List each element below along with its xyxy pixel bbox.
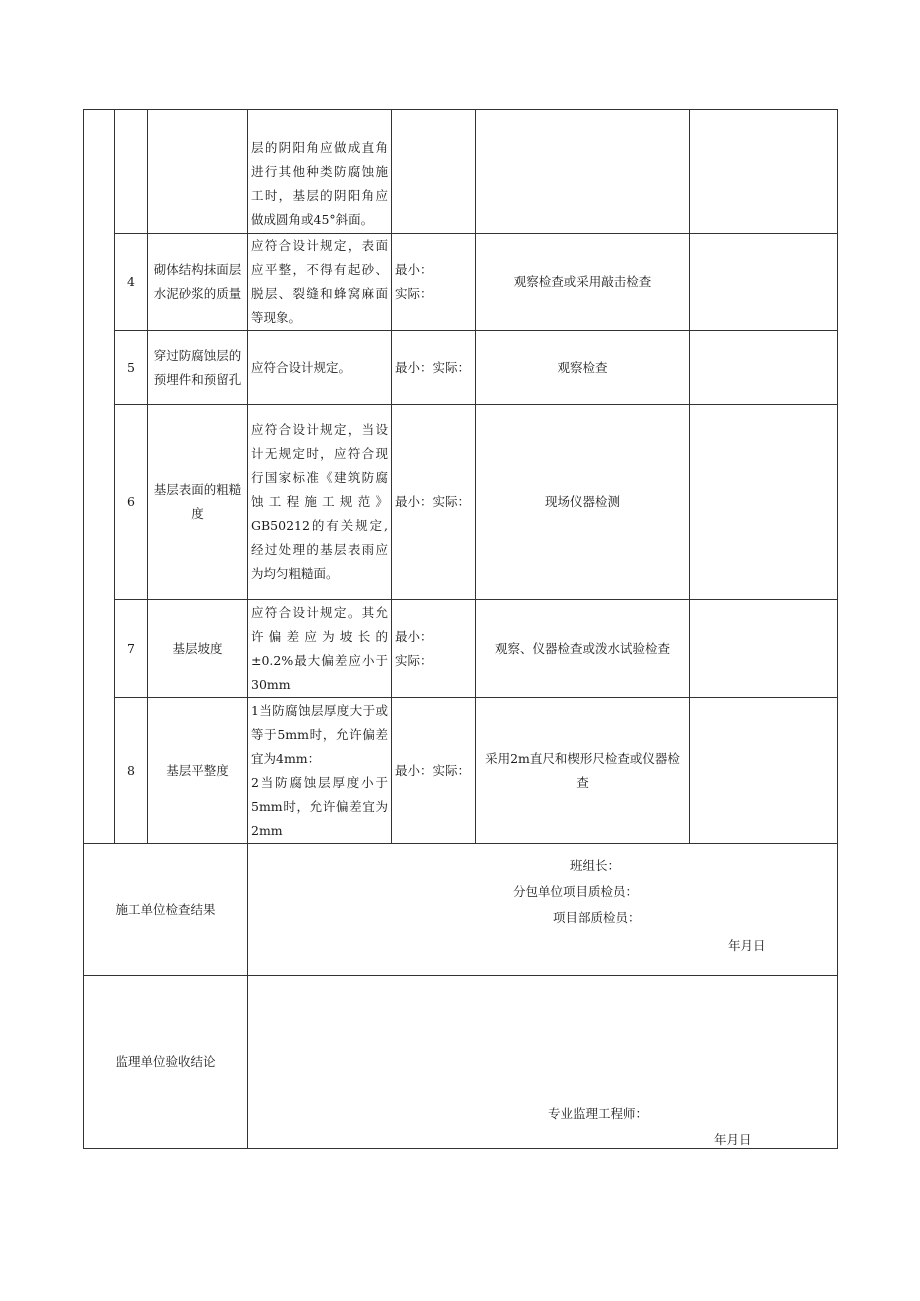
row-measure: 最小：实际： bbox=[392, 698, 476, 844]
row-requirement: 应符合设计规定。 bbox=[248, 331, 392, 405]
row-requirement: 应符合设计规定，表面应平整，不得有起砂、脱层、裂缝和蜂窝麻面等现象。 bbox=[248, 234, 392, 331]
row-no bbox=[115, 110, 148, 234]
construction-result-content bbox=[248, 844, 838, 976]
row-remark bbox=[690, 331, 838, 405]
table-row bbox=[84, 405, 838, 600]
table-row bbox=[84, 600, 838, 698]
supervision-row bbox=[84, 976, 838, 1149]
row-item bbox=[148, 110, 248, 234]
row-remark bbox=[690, 405, 838, 600]
row-item: 穿过防腐蚀层的预埋件和预留孔 bbox=[148, 331, 248, 405]
supervision-engineer-label: 专业监理工程师： bbox=[548, 1106, 649, 1121]
construction-date: 年月日 bbox=[728, 938, 766, 953]
row-item: 基层平整度 bbox=[148, 698, 248, 844]
table-row bbox=[84, 110, 838, 234]
row-remark bbox=[690, 698, 838, 844]
row-item: 基层表面的粗糙度 bbox=[148, 405, 248, 600]
row-no: 4 bbox=[115, 234, 148, 331]
row-item: 砌体结构抹面层水泥砂浆的质量 bbox=[148, 234, 248, 331]
supervision-content bbox=[248, 976, 838, 1149]
row-requirement: 1当防腐蚀层厚度大于或等于5mm时，允许偏差宜为4mm： 2当防腐蚀层厚度小于5mm时，允许偏差宜为2mm bbox=[248, 698, 392, 844]
row-measure: 最小： 实际： bbox=[392, 600, 476, 698]
table-row bbox=[84, 234, 838, 331]
row-no: 7 bbox=[115, 600, 148, 698]
row-remark bbox=[690, 110, 838, 234]
supervision-label: 监理单位验收结论 bbox=[84, 976, 248, 1149]
inspection-table bbox=[83, 109, 838, 1149]
row-measure bbox=[392, 110, 476, 234]
row-no: 6 bbox=[115, 405, 148, 600]
blank-left-cell bbox=[84, 110, 115, 844]
table-row bbox=[84, 698, 838, 844]
row-measure: 最小：实际： bbox=[392, 405, 476, 600]
row-measure: 最小：实际： bbox=[392, 331, 476, 405]
row-no: 8 bbox=[115, 698, 148, 844]
row-requirement: 层的阴阳角应做成直角进行其他种类防腐蚀施工时，基层的阴阳角应做成圆角或45°斜面。 bbox=[248, 110, 392, 234]
row-method: 现场仪器检测 bbox=[476, 405, 690, 600]
row-method bbox=[476, 110, 690, 234]
table-row bbox=[84, 331, 838, 405]
supervision-date: 年月日 bbox=[714, 1132, 752, 1147]
team-leader-label: 班组长： bbox=[570, 858, 621, 873]
row-method: 观察检查或采用敲击检查 bbox=[476, 234, 690, 331]
row-no: 5 bbox=[115, 331, 148, 405]
row-requirement: 应符合设计规定。其允许偏差应为坡长的±0.2%最大偏差应小于30mm bbox=[248, 600, 392, 698]
row-method: 观察、仪器检查或泼水试验检查 bbox=[476, 600, 690, 698]
dept-inspector-label: 项目部质检员： bbox=[553, 910, 641, 925]
row-item: 基层坡度 bbox=[148, 600, 248, 698]
row-remark bbox=[690, 234, 838, 331]
construction-result-row bbox=[84, 844, 838, 976]
row-method: 采用2m直尺和楔形尺检查或仪器检查 bbox=[476, 698, 690, 844]
row-requirement: 应符合设计规定，当设计无规定时，应符合现行国家标准《建筑防腐蚀工程施工规范》GB50212的有关规定,经过处理的基层表雨应为均匀粗糙面。 bbox=[248, 405, 392, 600]
row-remark bbox=[690, 600, 838, 698]
sub-inspector-label: 分包单位项目质检员： bbox=[513, 884, 639, 899]
row-method: 观察检查 bbox=[476, 331, 690, 405]
row-measure: 最小： 实际： bbox=[392, 234, 476, 331]
construction-result-label: 施工单位检查结果 bbox=[84, 844, 248, 976]
